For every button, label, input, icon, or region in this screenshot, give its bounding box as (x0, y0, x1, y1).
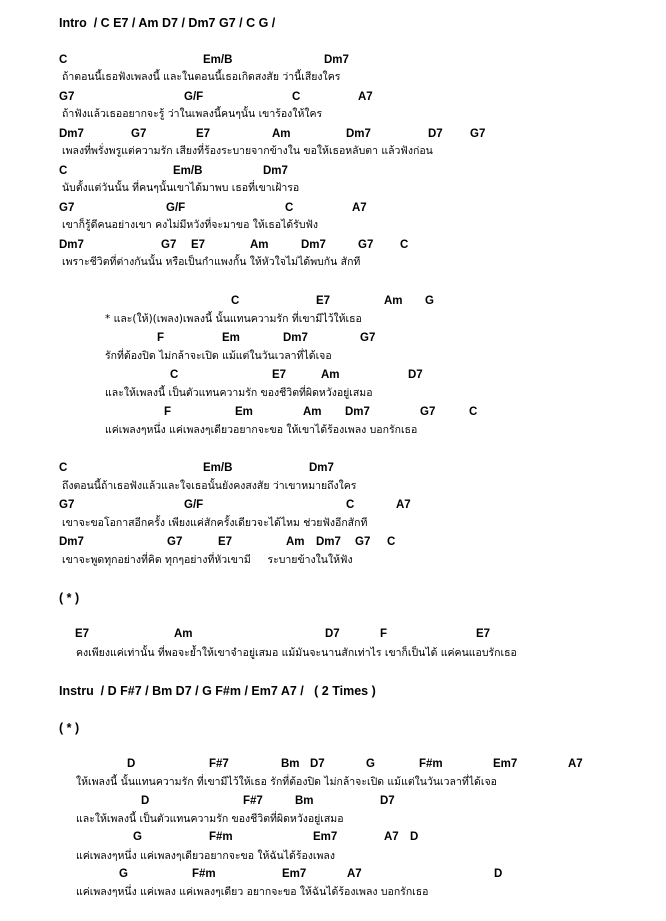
chord: Em7 (493, 758, 518, 770)
chord: G/F (166, 202, 186, 214)
chord: F#m (209, 831, 233, 843)
chord: F#7 (243, 795, 263, 807)
chord: E7 (191, 239, 206, 251)
chord: Dm7 (283, 332, 308, 344)
chord: Dm7 (346, 128, 371, 140)
chord: Am (174, 628, 193, 640)
chord: E7 (316, 295, 331, 307)
lyric-line: แค่เพลงๆหนึ่ง แค่เพลงๆเดียวอยากจะขอ ให้เขาได้ร้องเพลง บอกรักเธอ (105, 424, 418, 436)
chord: A7 (358, 91, 373, 103)
chord: G/F (184, 91, 204, 103)
chord: G7 (358, 239, 374, 251)
chord: D (141, 795, 150, 807)
chord: F (164, 406, 172, 418)
chord: C (400, 239, 409, 251)
chord: A7 (352, 202, 367, 214)
chord: G7 (355, 536, 371, 548)
lyric-line: ให้เพลงนี้ นั้นแทนความรัก ที่เขามีไว้ให้เธอ รักที่ต้องปิด ไม่กล้าจะเปิด แม้แต่ในวันเวลาที่ได้เจอ (76, 776, 497, 788)
lyric-line: ถ้าฟังแล้วเธออยากจะรู้ ว่าในเพลงนี้คนๆนั้น เขาร้องให้ใคร (62, 108, 323, 120)
chord: C (387, 536, 396, 548)
lyric-line: แค่เพลงๆหนึ่ง แค่เพลงๆเดียวอยากจะขอ ให้ฉันได้ร้องเพลง (76, 850, 335, 862)
chord: G/F (184, 499, 204, 511)
chord: F#m (419, 758, 443, 770)
intro-line: Intro / C E7 / Am D7 / Dm7 G7 / C G / (59, 16, 276, 30)
chord: Em/B (203, 54, 233, 66)
chord: F#m (192, 868, 216, 880)
chord: A7 (384, 831, 399, 843)
chord: D (410, 831, 419, 843)
chord: Dm7 (263, 165, 288, 177)
lyric-line: เพราะชีวิตที่ต่างกันนั้น หรือเป็นกำแพงกั้น ให้หัวใจไม่ได้พบกัน สักที (62, 256, 361, 268)
chord: D7 (408, 369, 423, 381)
chord: C (469, 406, 478, 418)
chord: Dm7 (316, 536, 341, 548)
chord: G7 (360, 332, 376, 344)
chord: G (133, 831, 142, 843)
chord: Bm (281, 758, 300, 770)
lyric-line: เขาก็รู้ดีคนอย่างเขา คงไม่มีหวังที่จะมาขอ ให้เธอได้รับฟัง (62, 219, 319, 231)
chord: Dm7 (309, 462, 334, 474)
chord: D7 (380, 795, 395, 807)
instru-line: Instru / D F#7 / Bm D7 / G F#m / Em7 A7 / ( 2 Times ) (59, 684, 376, 698)
chord: D (494, 868, 503, 880)
lyric-line: เขาจะพูดทุกอย่างที่คิด ทุกๆอย่างที่หัวเขามี ระบายข้างในให้ฟัง (62, 554, 353, 566)
chord: F (157, 332, 165, 344)
chord: E7 (476, 628, 491, 640)
chord: Am (321, 369, 340, 381)
chord: D7 (428, 128, 443, 140)
chord: Em7 (313, 831, 338, 843)
chord: Em (235, 406, 253, 418)
chord: G7 (59, 499, 75, 511)
chord: E7 (75, 628, 90, 640)
chord: G7 (161, 239, 177, 251)
chord: Am (272, 128, 291, 140)
chord: Em (222, 332, 240, 344)
lyric-line: เขาจะขอโอกาสอีกครั้ง เพียงแค่สักครั้งเดียวจะได้ไหม ช่วยฟังอีกสักที (62, 517, 368, 529)
lyric-line: และให้เพลงนี้ เป็นตัวแทนความรัก ของชีวิตที่ผิดหวังอยู่เสมอ (105, 387, 373, 399)
chord: Em/B (203, 462, 233, 474)
chord: Dm7 (345, 406, 370, 418)
chord: Em7 (282, 868, 307, 880)
chord: G (119, 868, 128, 880)
lyric-line: คงเพียงแค่เท่านั้น ที่พอจะย้ำให้เขาจำอยู่เสมอ แม้มันจะนานสักเท่าไร เขาก็เป็นได้ แค่คนแอบรักเธอ (76, 647, 517, 659)
chord: C (170, 369, 179, 381)
chord: Bm (295, 795, 314, 807)
chord: C (59, 165, 68, 177)
chord: E7 (196, 128, 211, 140)
chord: Am (286, 536, 305, 548)
repeat-marker: ( * ) (59, 721, 80, 735)
lyric-line: * และ(ให้)(เพลง)เพลงนี้ นั้นแทนความรัก ที่เขามีไว้ให้เธอ (105, 313, 362, 325)
chord: C (59, 54, 68, 66)
chord: A7 (396, 499, 411, 511)
chord: Dm7 (301, 239, 326, 251)
repeat-marker: ( * ) (59, 591, 80, 605)
chord: Dm7 (59, 536, 84, 548)
chord: G7 (59, 202, 75, 214)
chord: C (231, 295, 240, 307)
chord: Dm7 (59, 239, 84, 251)
chord: Dm7 (324, 54, 349, 66)
chord: Em/B (173, 165, 203, 177)
chord: G7 (470, 128, 486, 140)
chord: C (59, 462, 68, 474)
chord: G7 (131, 128, 147, 140)
lyric-line: รักที่ต้องปิด ไม่กล้าจะเปิด แม้แต่ในวันเวลาที่ได้เจอ (105, 350, 332, 362)
chord: Am (384, 295, 403, 307)
lyric-line: และให้เพลงนี้ เป็นตัวแทนความรัก ของชีวิตที่ผิดหวังอยู่เสมอ (76, 813, 344, 825)
lyric-line: นับตั้งแต่วันนั้น ที่คนๆนั้นเขาได้มาพบ เธอที่เขาเฝ้ารอ (62, 182, 300, 194)
chord: E7 (218, 536, 233, 548)
chord: G7 (59, 91, 75, 103)
lyric-line: ถ้าตอนนี้เธอฟังเพลงนี้ และในตอนนี้เธอเกิดสงสัย ว่านี้เสียงใคร (62, 71, 341, 83)
chord: C (285, 202, 294, 214)
chord: D7 (310, 758, 325, 770)
chord: G7 (167, 536, 183, 548)
lyric-line: แค่เพลงๆหนึ่ง แค่เพลง แค่เพลงๆเดียว อยากจะขอ ให้ฉันได้ร้องเพลง บอกรักเธอ (76, 886, 429, 898)
chord: C (292, 91, 301, 103)
chord: D7 (325, 628, 340, 640)
chord: A7 (568, 758, 583, 770)
chord: F#7 (209, 758, 229, 770)
chord: C (346, 499, 355, 511)
chord: G7 (420, 406, 436, 418)
chord: G (425, 295, 434, 307)
chord: A7 (347, 868, 362, 880)
chord: F (380, 628, 388, 640)
chord: E7 (272, 369, 287, 381)
lyric-line: เพลงที่พรั่งพรูแต่ความรัก เสียงที่ร้องระบายจากข้างใน ขอให้เธอหลับตา แล้วฟังก่อน (62, 145, 433, 157)
chord: G (366, 758, 375, 770)
chord: Am (250, 239, 269, 251)
chord: D (127, 758, 136, 770)
chord: Dm7 (59, 128, 84, 140)
chord: Am (303, 406, 322, 418)
lyric-line: ถึงตอนนี้ถ้าเธอฟังแล้วและใจเธอนั้นยังคงสงสัย ว่าเขาหมายถึงใคร (62, 480, 357, 492)
